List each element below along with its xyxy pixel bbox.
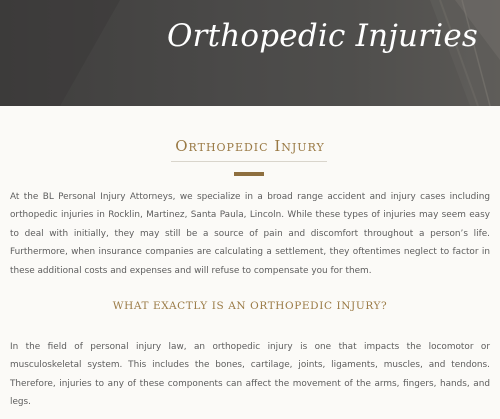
hero-title: Orthopedic Injuries — [166, 18, 478, 54]
sub-heading: WHAT EXACTLY IS AN ORTHOPEDIC INJURY? — [112, 300, 388, 312]
section-title: Orthopedic Injury — [175, 137, 325, 155]
definition-paragraph: In the field of personal injury law, an orthopedic injury is one that impacts the locomotor or musculoskeletal system. This includes the bones, cartilage, joints, ligaments, muscles, and tendons. Therefore, injuries to any of these components can affect the movement of the arms, fingers, hands, and legs. — [10, 342, 490, 408]
hero-banner — [0, 0, 500, 106]
section-divider-accent — [234, 172, 264, 176]
intro-paragraph: At the BL Personal Injury Attorneys, we specialize in a broad range accident and injury cases including orthopedic injuries in Rocklin, Martinez, Santa Paula, Lincoln. While these types of injuries may seem easy to deal with initially, they may still be a source of pain and discomfort throughout a person’s life. Furthermore, when insurance companies are calculating a settlement, they oftentimes neglect to factor in these additional costs and expenses and will refuse to compensate you for them. — [10, 192, 490, 276]
section-divider-line — [171, 161, 327, 162]
